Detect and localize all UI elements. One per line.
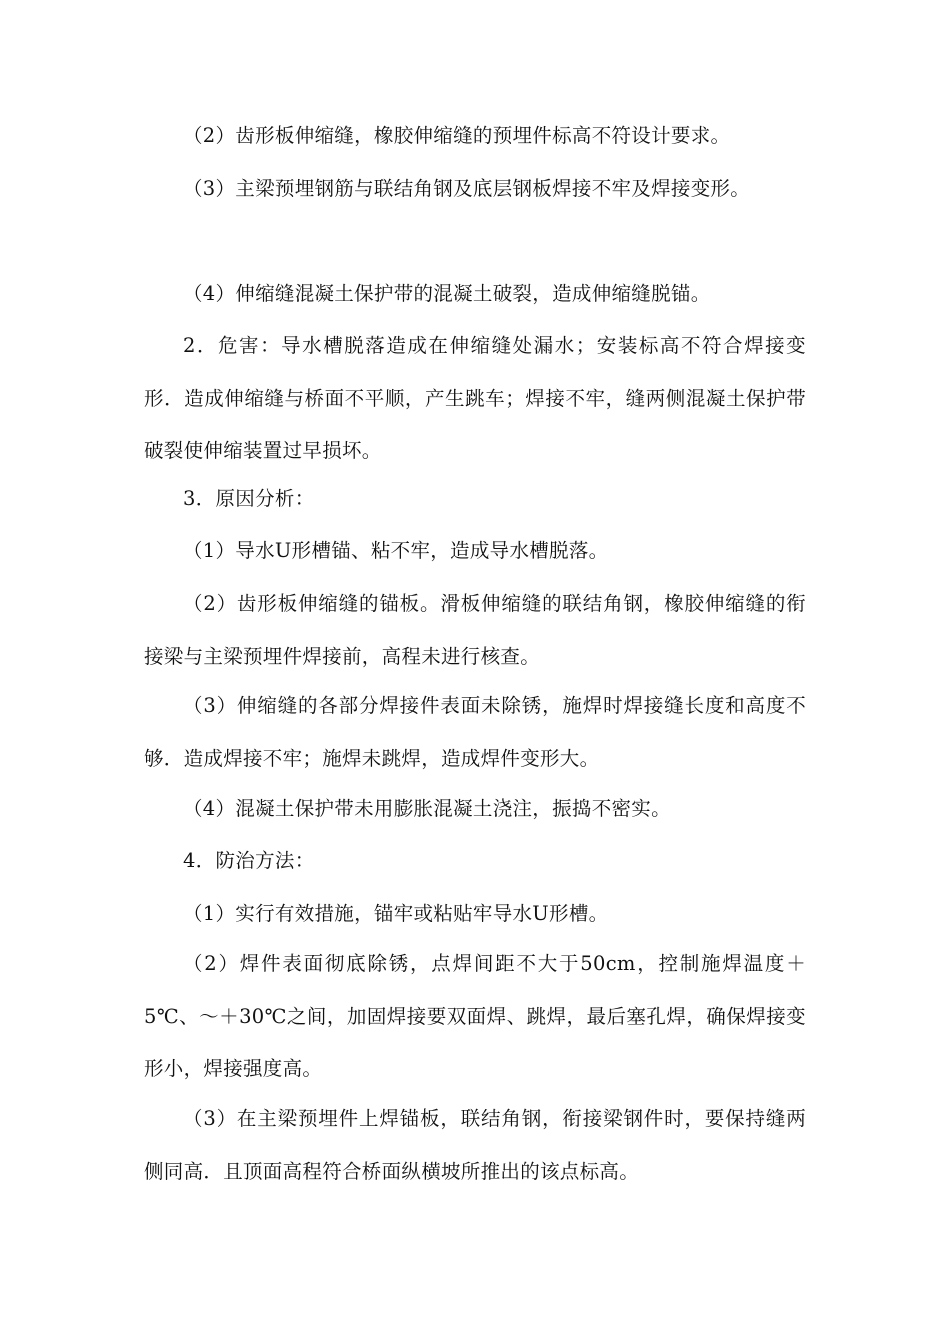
paragraph-3-4: （4）混凝土保护带未用膨胀混凝土浇注，振捣不密实。 [183, 797, 671, 820]
paragraph-2-2: （2）齿形板伸缩缝，橡胶伸缩缝的预埋件标高不符设计要求。 [183, 124, 731, 147]
paragraph-2-3: （3）主梁预埋钢筋与联结角钢及底层钢板焊接不牢及焊接变形。 [183, 177, 751, 200]
paragraph-hazards: 2．危害：导水槽脱落造成在伸缩缝处漏水；安装标高不符合焊接变形．造成伸缩缝与桥面不平顺，产生跳车；焊接不牢，缝两侧混凝土保护带破裂使伸缩装置过早损坏。 [144, 334, 806, 462]
heading-cause-analysis: 3．原因分析： [183, 487, 315, 510]
paragraph-4-2: （2）焊件表面彻底除锈，点焊间距不大于50cm，控制施焊温度＋5℃、～＋30℃之间，加固焊接要双面焊、跳焊，最后塞孔焊，确保焊接变形小，焊接强度高。 [144, 952, 806, 1080]
paragraph-3-3: （3）伸缩缝的各部分焊接件表面未除锈，施焊时焊接缝长度和高度不够．造成焊接不牢；施焊未跳焊，造成焊件变形大。 [144, 694, 806, 770]
paragraph-3-2: （2）齿形板伸缩缝的锚板。滑板伸缩缝的联结角钢，橡胶伸缩缝的衔接梁与主梁预埋件焊接前，高程未进行核查。 [144, 592, 806, 668]
paragraph-4-3: （3）在主梁预埋件上焊锚板，联结角钢，衔接梁钢件时，要保持缝两侧同高．且顶面高程符合桥面纵横坡所推出的该点标高。 [144, 1107, 806, 1183]
paragraph-3-1: （1）导水U形槽锚、粘不牢，造成导水槽脱落。 [183, 539, 609, 562]
paragraph-2-4: （4）伸缩缝混凝土保护带的混凝土破裂，造成伸缩缝脱锚。 [183, 282, 711, 305]
heading-prevention-methods: 4．防治方法： [183, 849, 315, 872]
paragraph-4-1: （1）实行有效措施，锚牢或粘贴牢导水U形槽。 [183, 902, 609, 925]
